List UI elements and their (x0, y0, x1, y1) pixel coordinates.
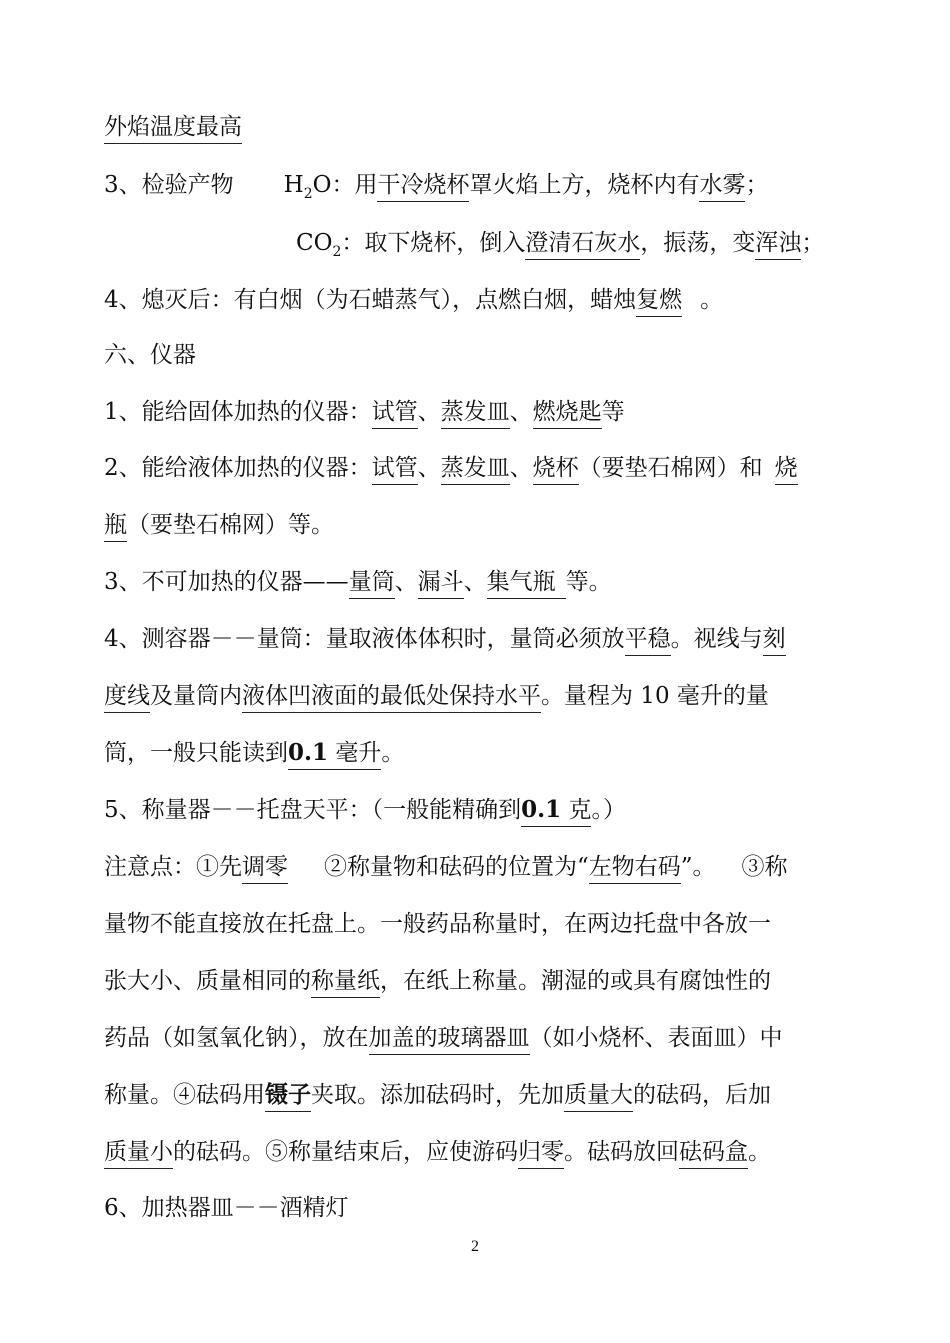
text-line-8 (104, 510, 848, 540)
text-line-11 (104, 681, 848, 711)
underlined-term: 加盖的玻璃器皿 (369, 1025, 530, 1055)
underlined-term: 调零 (242, 854, 288, 884)
text-segment: ，振荡，变 (640, 230, 756, 256)
text-segment: （要垫石棉网）和 (578, 455, 763, 481)
underlined-term: 刻 (763, 626, 786, 656)
text-line-13 (104, 795, 848, 825)
text-segment: 2、能给液体加热的仪器： (104, 455, 372, 481)
underlined-term: 量筒 (349, 569, 395, 599)
text-segment: ：取下烧杯，倒入 (341, 230, 526, 256)
text-segment: 、 (394, 569, 418, 595)
text-line-17 (104, 1023, 848, 1053)
text-segment: 及量筒内 (150, 683, 242, 709)
underlined-term: 复燃 (636, 287, 682, 317)
formula-co: CO (296, 230, 333, 256)
underlined-term: 质量小 (104, 1139, 173, 1169)
text-segment: 。量程为 10 毫升的量 (541, 683, 769, 709)
text-segment: 的砝码，后加 (633, 1082, 771, 1108)
subscript: 2 (303, 186, 313, 202)
text-segment: ③称 (741, 854, 788, 880)
underlined-term: 平稳 (625, 626, 671, 656)
underlined-term: 外焰温度最高 (104, 114, 242, 144)
underlined-term: 燃烧匙 (533, 399, 602, 429)
text-line-18 (104, 1080, 848, 1110)
underlined-term: 度线 (104, 683, 150, 713)
underlined-term: 克 (568, 797, 592, 823)
underlined-term: 试管 (372, 399, 418, 429)
text-segment: 夹取。添加砝码时，先加 (311, 1082, 564, 1108)
text-line-10 (104, 624, 848, 654)
section-heading (104, 340, 848, 370)
text-segment: 筒，一般只能读到 (104, 740, 288, 766)
text-line-12 (104, 738, 848, 768)
underlined-term: 归零 (518, 1139, 564, 1169)
text-segment: 、 (509, 399, 533, 425)
line-label: 3、检验产物 (104, 172, 234, 198)
underlined-term: 左物右码 (589, 854, 681, 884)
text-segment: 称量。④砝码用 (104, 1082, 265, 1108)
page-number: 2 (471, 1238, 479, 1255)
underlined-term: 镊子 (265, 1081, 311, 1112)
text-segment: ； (745, 172, 769, 198)
underlined-term: 浑浊 (755, 230, 801, 260)
text-segment: ，在纸上称量。潮湿的或具有腐蚀性的 (380, 968, 771, 994)
text-segment: 6、加热器皿－－酒精灯 (104, 1195, 349, 1221)
text-line-9 (104, 567, 848, 597)
underlined-term: 蒸发皿 (441, 455, 510, 485)
text-segment: 。 (700, 287, 724, 313)
text-segment: 4、熄灭后：有白烟（为石蜡蒸气），点燃白烟，蜡烛 (104, 287, 637, 313)
text-segment: ②称量物和砝码的位置为“ (324, 854, 589, 880)
text-line-14 (104, 852, 848, 882)
text-segment: 3、不可加热的仪器—— (104, 569, 349, 595)
underlined-term: 漏斗 (418, 569, 464, 599)
text-segment: O：用 (312, 172, 378, 198)
text-line-2 (104, 170, 848, 200)
text-segment: 、 (417, 455, 441, 481)
text-line-20 (104, 1193, 848, 1223)
underlined-term: 试管 (372, 455, 418, 485)
subscript: 2 (332, 244, 342, 260)
text-line-15 (104, 909, 848, 939)
text-line-16 (104, 966, 848, 996)
text-segment: ”。 (680, 854, 716, 880)
text-segment: 4、测容器－－量筒：量取液体体积时，量筒必须放 (104, 626, 625, 652)
underlined-term: 水雾 (699, 172, 745, 202)
text-segment: 药品（如氢氧化钠），放在 (104, 1025, 369, 1051)
heading-text: 六、仪器 (104, 342, 196, 368)
text-segment: 。 (748, 1139, 771, 1165)
underlined-term: 砝码盒 (679, 1139, 748, 1169)
text-segment: 。砝码放回 (564, 1139, 679, 1165)
underlined-term: 烧杯 (533, 455, 579, 485)
formula-h: H (283, 172, 304, 198)
underlined-term: 蒸发皿 (441, 399, 510, 429)
text-segment: 罩火焰上方，烧杯内有 (469, 172, 700, 198)
text-segment: 的砝码。⑤称量结束后，应使游码 (173, 1139, 518, 1165)
underlined-term: 烧 (775, 455, 798, 485)
text-segment: 张大小、质量相同的 (104, 968, 311, 994)
text-segment: 。 (381, 740, 405, 766)
underlined-term: 质量大 (564, 1082, 633, 1112)
text-segment: 5、称量器－－托盘天平：（一般能精确到 (104, 797, 522, 823)
text-line-19 (104, 1137, 848, 1167)
text-segment: ； (801, 230, 825, 256)
text-segment: 、 (417, 399, 441, 425)
underlined-term: 干冷烧杯 (377, 172, 469, 202)
underlined-term: 液体凹液面的最低处保持水平 (242, 683, 541, 713)
text-line-4 (104, 285, 848, 315)
text-line-6 (104, 397, 848, 427)
bold-value: 0.1 (288, 739, 329, 766)
bold-value: 0.1 (521, 796, 562, 823)
text-segment: （如小烧杯、表面皿）中 (529, 1025, 783, 1051)
underlined-term: 毫升 (335, 740, 382, 766)
underlined-term: 澄清石灰水 (525, 230, 640, 260)
text-line-3 (296, 228, 856, 258)
text-segment: 、 (463, 569, 487, 595)
text-line-1 (104, 112, 848, 142)
text-segment: 量物不能直接放在托盘上。一般药品称量时，在两边托盘中各放一 (104, 911, 771, 937)
text-segment: 等 (601, 399, 625, 425)
text-segment: 、 (509, 455, 533, 481)
text-segment: 1、能给固体加热的仪器： (104, 399, 372, 425)
underlined-term: 称量纸 (311, 968, 380, 998)
text-segment: 。） (591, 797, 626, 823)
text-segment: 注意点：①先 (104, 854, 242, 880)
underlined-term: 瓶 (104, 512, 127, 542)
text-segment: 等。 (565, 569, 612, 595)
underlined-term: 集气瓶 (487, 569, 566, 599)
text-segment: （要垫石棉网）等。 (127, 512, 334, 538)
text-line-7 (104, 453, 848, 483)
text-segment: 。视线与 (670, 626, 763, 652)
